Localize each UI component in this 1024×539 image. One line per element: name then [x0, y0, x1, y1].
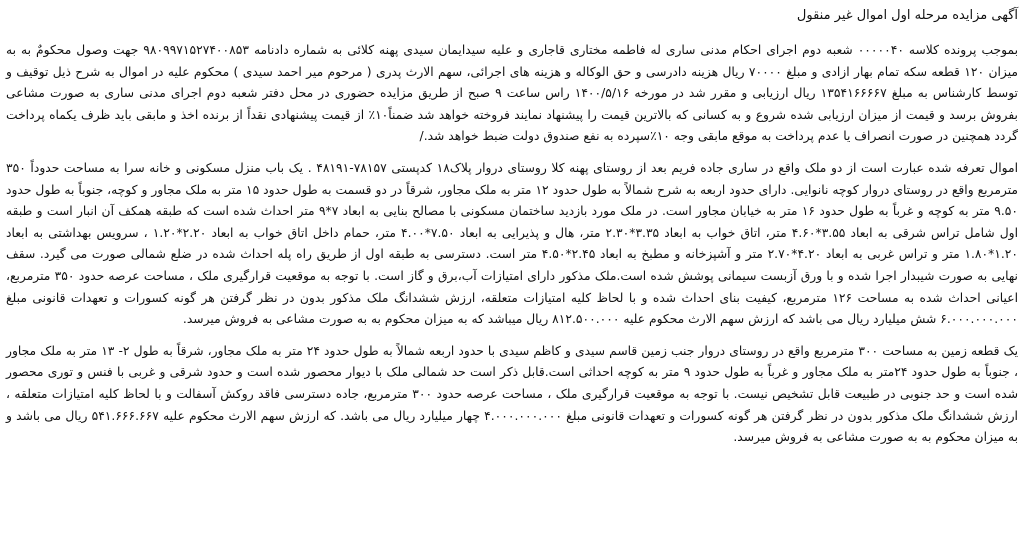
paragraph-land-plot: یک قطعه زمین به مساحت ۳۰۰ مترمربع واقع در روستای دروار جنب زمین قاسم سیدی و کاظم سیدی با حدود اربعه شمالاً به طول حدود ۲۴ متر به ملک مجاور، شرقاً به طول ۲- ۱۳ متر به ملک مجاور ، جنوباً به طول حدود ۲۴متر به ملک مجاور و غرباً به طول حدود ۹ متر به کوچه احداثی است.قابل ذکر است حد شمالی ملک با دیوار محصور شده است و حدود شرقی و غربی با فنس و توری محصور شده است و حد جنوبی در طبیعت قابل تشخیص نیست. با توجه به موقعیت قرارگیری ملک ، مساحت عرصه حدود ۳۰۰ مترمربع، جاده دسترسی فاقد روکش آسفالت و با لحاظ کلیه امتیازات متعلقه ، ارزش ششدانگ ملک مذکور بدون در نظر گرفتن هر گونه کسورات و تعهدات قانونی مبلغ ۴.۰۰۰.۰۰۰.۰۰۰ چهار میلیارد ریال می باشد. که ارزش سهم الارث محکوم علیه ۵۴۱.۶۶۶.۶۶۷ ریال می باشد و به میزان محکوم به به صورت مشاعی به فروش میرسد. [6, 343, 1019, 445]
paragraph-residential-property: اموال تعرفه شده عبارت است از دو ملک واقع در ساری جاده فریم بعد از روستای پهنه کلا روستای دروار پلاک۱۸ کدپستی ۷۸۱۵۷-۴۸۱۹۱ . یک باب منزل مسکونی و خانه سرا به مساحت حدوداً ۳۵۰ مترمربع واقع در روستای دروار کوچه نانوایی. دارای حدود اربعه به شرح شمالاً به طول حدود ۱۲ متر به ملک مجاور، شرقاً در دو قسمت به طول حدود ۱۵ متر به ملک مجاور و کوچه، جنوباً به طول حدود ۹.۵۰ متر به کوچه و غرباً به طول حدود ۱۶ متر به خیابان مجاور است. در ملک مورد بازدید ساختمان مسکونی با مصالح بنایی به ابعاد ۷*۹ متر احداث شده است که طبقه همکف آن انبار است و طبقه اول شامل تراس شرقی به ابعاد ۳.۵۵*۴.۶۰ متر، اتاق خواب به ابعاد ۳.۳۵*۲.۳۰ متر، هال و پذیرایی به ابعاد ۷.۵۰*۴.۰۰ متر، حمام داخل اتاق خواب به ابعاد ۲.۲۰*۱.۲۰ ، سرویس بهداشتی به ابعاد ۱.۲۰*۱.۸۰ متر و تراس غربی به ابعاد ۴.۲۰*۲.۷۰ متر و آشپزخانه و مطبخ به ابعاد ۲.۴۵*۴.۵۰ متر است. دسترسی به طبقه اول از طریق راه پله احداث شده در ضلع شمالی صورت می گیرد. سقف نهایی به صورت شیبدار اجرا شده و با ورق آزبست سیمانی پوشش شده است.ملک مذکور دارای امتیازات آب،برق و گاز است. با توجه به موقعیت قرارگیری ملک ، مساحت عرصه حدود ۳۵۰ مترمربع، اعیانی احداث شده به مساحت ۱۲۶ مترمربع، کیفیت بنای احداث شده و با لحاظ کلیه امتیازات متعلقه، ارزش ششدانگ ملک مذکور بدون در نظر گرفتن هر گونه کسورات و تعهدات قانونی مبلغ ۶.۰۰۰.۰۰۰.۰۰۰ شش میلیارد ریال می باشد که ارزش سهم الارث محکوم علیه ۸۱۲.۵۰۰.۰۰۰ ریال میباشد که به میزان محکوم به به صورت مشاعی به فروش میرسد. [6, 160, 1019, 327]
paragraph-case-details: بموجب پرونده کلاسه ۰۰۰۰۰۴۰ شعبه دوم اجرای احکام مدنی ساری له فاطمه مختاری قاجاری و علیه سیدایمان سیدی پهنه کلائی به شماره دادنامه ۹۸۰۹۹۷۱۵۲۷۴۰۰۸۵۳ جهت وصول محکومٌ به به میزان ۱۲۰ قطعه سکه تمام بهار ازادی و مبلغ ۷۰۰۰۰ ریال هزینه دادرسی و حق الوکاله و هزینه های اجرائی، سهم الارث پدری ( مرحوم میر احمد سیدی ) محکوم علیه در اموال به شرح ذیل توقیف و توسط کارشناس به مبلغ ۱۳۵۴۱۶۶۶۶۷ ریال ارزیابی و مقرر شد در مورخه ۱۴۰۰/۵/۱۶ راس ساعت ۹ صبح از طریق مزایده حضوری در محل دفتر شعبه دوم اجرای مدنی ساری به صورت مشاعی بفروش برسد و قیمت از میزان ارزیابی شده شروع و به کسانی که بالاترین قیمت را پیشنهاد نمایند فروخته خواهد شد ضمناً۱۰٪ از قیمت پیشنهادی نقداً از برنده اخذ و مابقی باید ظرف یکماه پرداخت گردد همچنین در صورت انصراف یا عدم پرداخت به موقع مابقی وجه ۱۰٪سپرده به نفع صندوق دولت ضبط خواهد شد./ [6, 43, 1019, 144]
announcement-title: آگهی مزایده مرحله اول اموال غیر منقول [796, 8, 1018, 23]
